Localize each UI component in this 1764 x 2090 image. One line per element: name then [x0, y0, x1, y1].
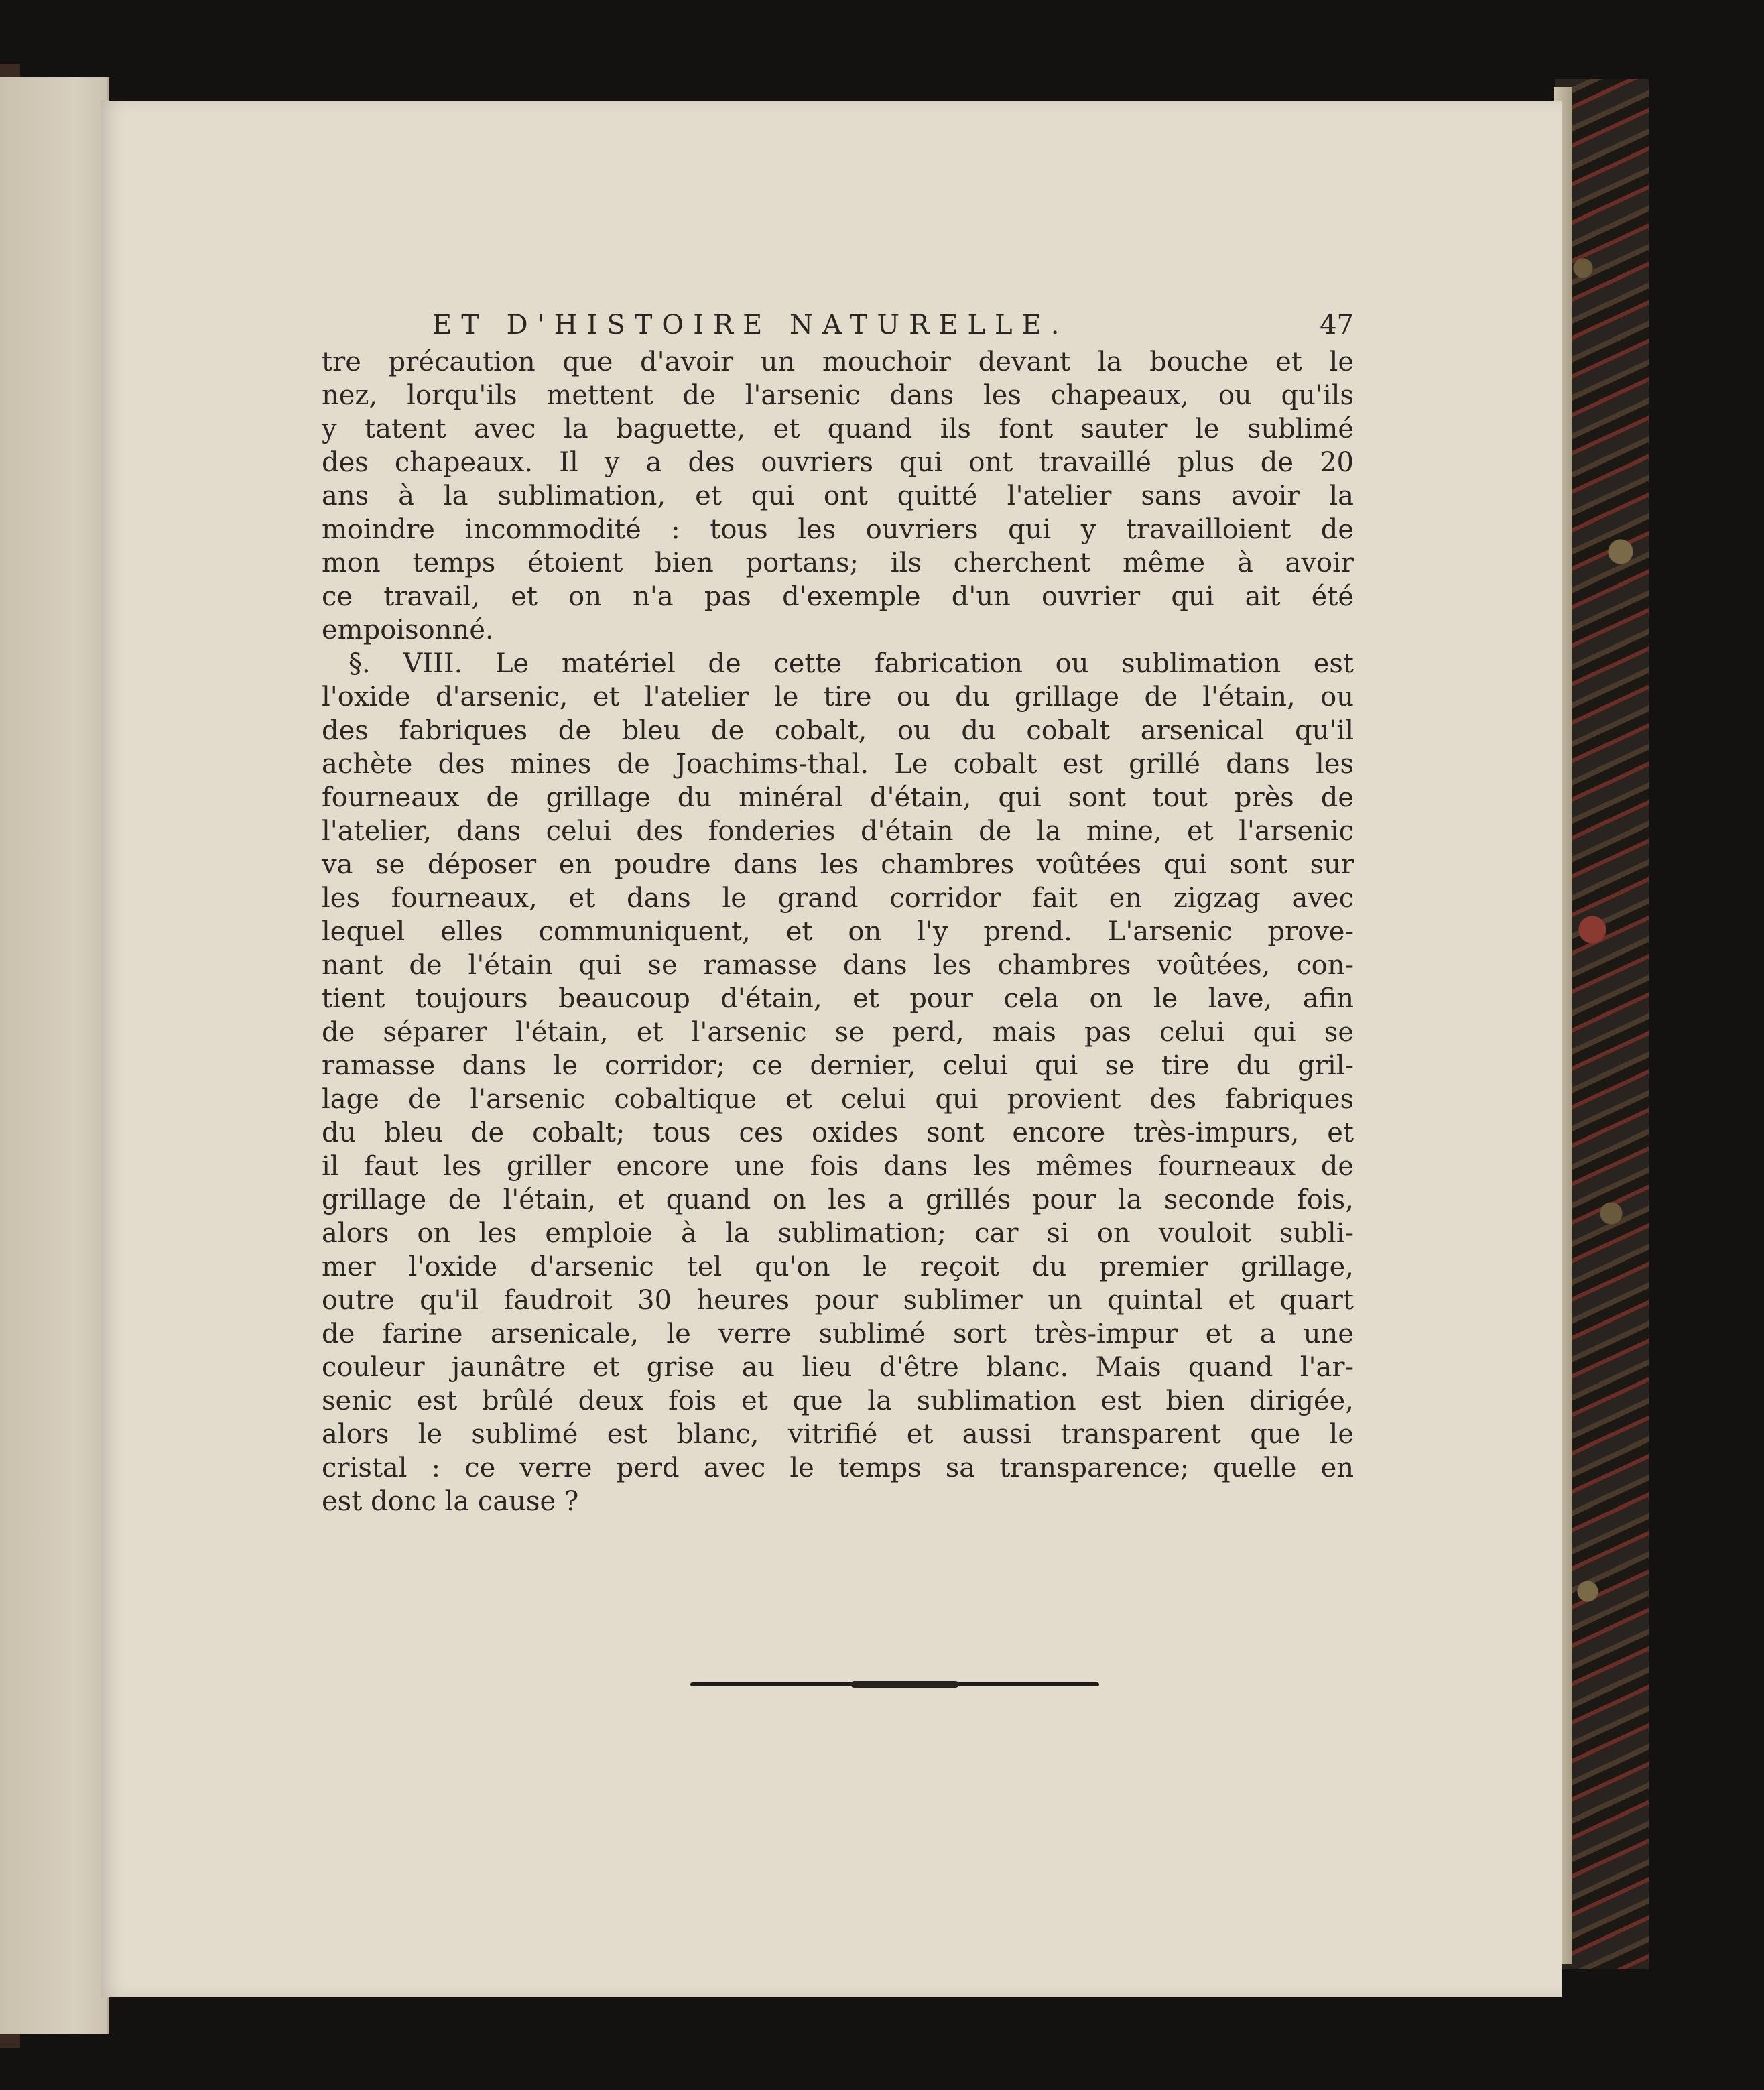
text-line: fourneaux de grillage du minéral d'étain, qui sont tout près de	[322, 782, 1354, 813]
paragraph-2	[322, 647, 1354, 1518]
text-line: est donc la cause ?	[322, 1486, 579, 1517]
page-number: 47	[1320, 310, 1354, 341]
text-line: l'oxide d'arsenic, et l'atelier le tire ou du grillage de l'étain, ou	[322, 682, 1354, 713]
text-line: ce travail, et on n'a pas d'exemple d'un ouvrier qui ait été	[322, 581, 1354, 612]
text-line: ramasse dans le corridor; ce dernier, celui qui se tire du gril-	[322, 1050, 1354, 1081]
text-line: grillage de l'étain, et quand on les a grillés pour la seconde fois,	[322, 1184, 1354, 1215]
text-line: moindre incommodité : tous les ouvriers qui y travailloient de	[322, 514, 1354, 545]
text-line: lequel elles communiquent, et on l'y prend. L'arsenic prove-	[322, 916, 1354, 947]
text-line: senic est brûlé deux fois et que la sublimation est bien dirigée,	[322, 1386, 1354, 1416]
text-line: tre précaution que d'avoir un mouchoir devant la bouche et le	[322, 347, 1354, 377]
text-line: alors le sublimé est blanc, vitrifié et aussi transparent que le	[322, 1419, 1354, 1450]
running-head	[322, 305, 1354, 345]
text-line: mer l'oxide d'arsenic tel qu'on le reçoit du premier grillage,	[322, 1251, 1354, 1282]
text-line: de séparer l'étain, et l'arsenic se perd, mais pas celui qui se	[322, 1017, 1354, 1048]
text-line: de farine arsenicale, le verre sublimé sort très-impur et a une	[322, 1318, 1354, 1349]
running-head-title: ET D'HISTOIRE NATURELLE.	[432, 310, 1069, 341]
text-line: nant de l'étain qui se ramasse dans les chambres voûtées, con-	[322, 950, 1354, 981]
left-page-edge	[0, 77, 109, 2034]
text-line: empoisonné.	[322, 615, 494, 646]
text-line: des fabriques de bleu de cobalt, ou du cobalt arsenical qu'il	[322, 715, 1354, 746]
text-line: ans à la sublimation, et qui ont quitté l'atelier sans avoir la	[322, 481, 1354, 511]
paragraph-1	[322, 345, 1354, 647]
text-line: l'atelier, dans celui des fonderies d'étain de la mine, et l'arsenic	[322, 816, 1354, 847]
section-end-rule	[690, 1682, 1099, 1686]
text-line: tient toujours beaucoup d'étain, et pour cela on le lave, afin	[322, 983, 1354, 1014]
text-line: du bleu de cobalt; tous ces oxides sont encore très-impurs, et	[322, 1117, 1354, 1148]
text-line: cristal : ce verre perd avec le temps sa transparence; quelle en	[322, 1453, 1354, 1483]
text-line: alors on les emploie à la sublimation; car si on vouloit subli-	[322, 1218, 1354, 1249]
text-line: y tatent avec la baguette, et quand ils font sauter le sublimé	[322, 414, 1354, 444]
text-line: mon temps étoient bien portans; ils cherchent même à avoir	[322, 548, 1354, 578]
text-line: va se déposer en poudre dans les chambres voûtées qui sont sur	[322, 849, 1354, 880]
text-line: couleur jaunâtre et grise au lieu d'être blanc. Mais quand l'ar-	[322, 1352, 1354, 1383]
text-line: nez, lorqu'ils mettent de l'arsenic dans les chapeaux, ou qu'ils	[322, 380, 1354, 411]
text-line: lage de l'arsenic cobaltique et celui qui provient des fabriques	[322, 1084, 1354, 1115]
text-line: il faut les griller encore une fois dans les mêmes fourneaux de	[322, 1151, 1354, 1182]
text-line: les fourneaux, et dans le grand corridor fait en zigzag avec	[322, 883, 1354, 914]
text-line: des chapeaux. Il y a des ouvriers qui ont travaillé plus de 20	[322, 447, 1354, 478]
text-line: outre qu'il faudroit 30 heures pour sublimer un quintal et quart	[322, 1285, 1354, 1316]
text-block	[322, 305, 1354, 1518]
text-line: §. VIII. Le matériel de cette fabrication ou sublimation est	[349, 648, 1354, 679]
book-page	[101, 101, 1562, 1997]
text-line: achète des mines de Joachims-thal. Le cobalt est grillé dans les	[322, 749, 1354, 780]
